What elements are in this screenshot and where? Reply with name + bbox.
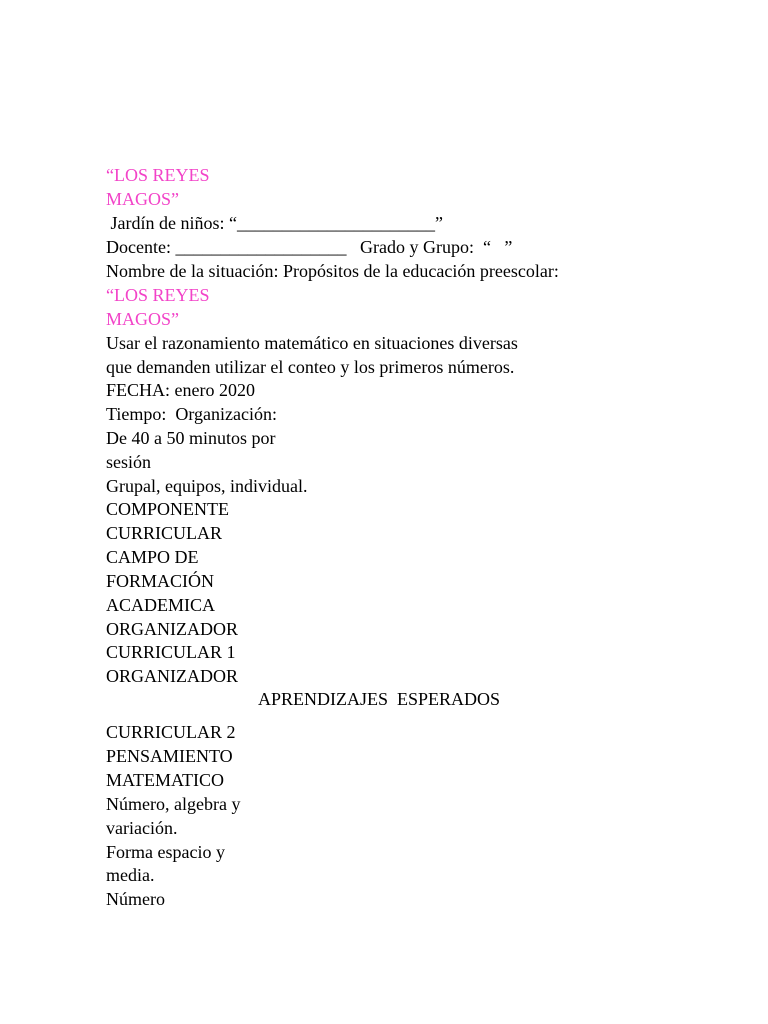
organizador1-line-1: ORGANIZADOR bbox=[106, 619, 238, 639]
title-line-2: MAGOS” bbox=[106, 189, 180, 209]
organizador2-line-1: ORGANIZADOR bbox=[106, 666, 238, 686]
situation-title-line-1: “LOS REYES bbox=[106, 285, 210, 305]
duracion-line-2: sesión bbox=[106, 452, 151, 472]
curricular2: CURRICULAR 2 bbox=[106, 722, 236, 742]
organizador1-line-2: CURRICULAR 1 bbox=[106, 642, 236, 662]
componente-line-2: CURRICULAR bbox=[106, 523, 223, 543]
aprendizajes-heading: APRENDIZAJES ESPERADOS bbox=[258, 689, 501, 709]
nombre-situacion: Nombre de la situación: Propósitos de la educación preescolar: bbox=[106, 261, 559, 281]
campo-line-3: ACADEMICA bbox=[106, 595, 216, 615]
numero-algebra-line-1: Número, algebra y bbox=[106, 794, 241, 814]
duracion-line-1: De 40 a 50 minutos por bbox=[106, 428, 276, 448]
organizacion: Grupal, equipos, individual. bbox=[106, 476, 308, 496]
numero-line: Número bbox=[106, 889, 165, 909]
pensamiento-line-2: MATEMATICO bbox=[106, 770, 225, 790]
proposito-line-2: que demanden utilizar el conteo y los primeros números. bbox=[106, 357, 515, 377]
docente-field: Docente: ___________________ Grado y Grupo: “ ” bbox=[106, 237, 513, 257]
campo-line-2: FORMACIÓN bbox=[106, 571, 215, 591]
numero-algebra-line-2: variación. bbox=[106, 818, 178, 838]
pensamiento-line-1: PENSAMIENTO bbox=[106, 746, 233, 766]
proposito-line-1: Usar el razonamiento matemático en situaciones diversas bbox=[106, 333, 518, 353]
situation-title-line-2: MAGOS” bbox=[106, 309, 180, 329]
title-line-1: “LOS REYES bbox=[106, 165, 210, 185]
forma-espacio-line-2: media. bbox=[106, 865, 155, 885]
fecha: FECHA: enero 2020 bbox=[106, 380, 255, 400]
campo-line-1: CAMPO DE bbox=[106, 547, 199, 567]
componente-line-1: COMPONENTE bbox=[106, 499, 230, 519]
forma-espacio-line-1: Forma espacio y bbox=[106, 842, 225, 862]
jardin-field: Jardín de niños: “______________________” bbox=[106, 213, 443, 233]
tiempo-organizacion: Tiempo: Organización: bbox=[106, 404, 277, 424]
